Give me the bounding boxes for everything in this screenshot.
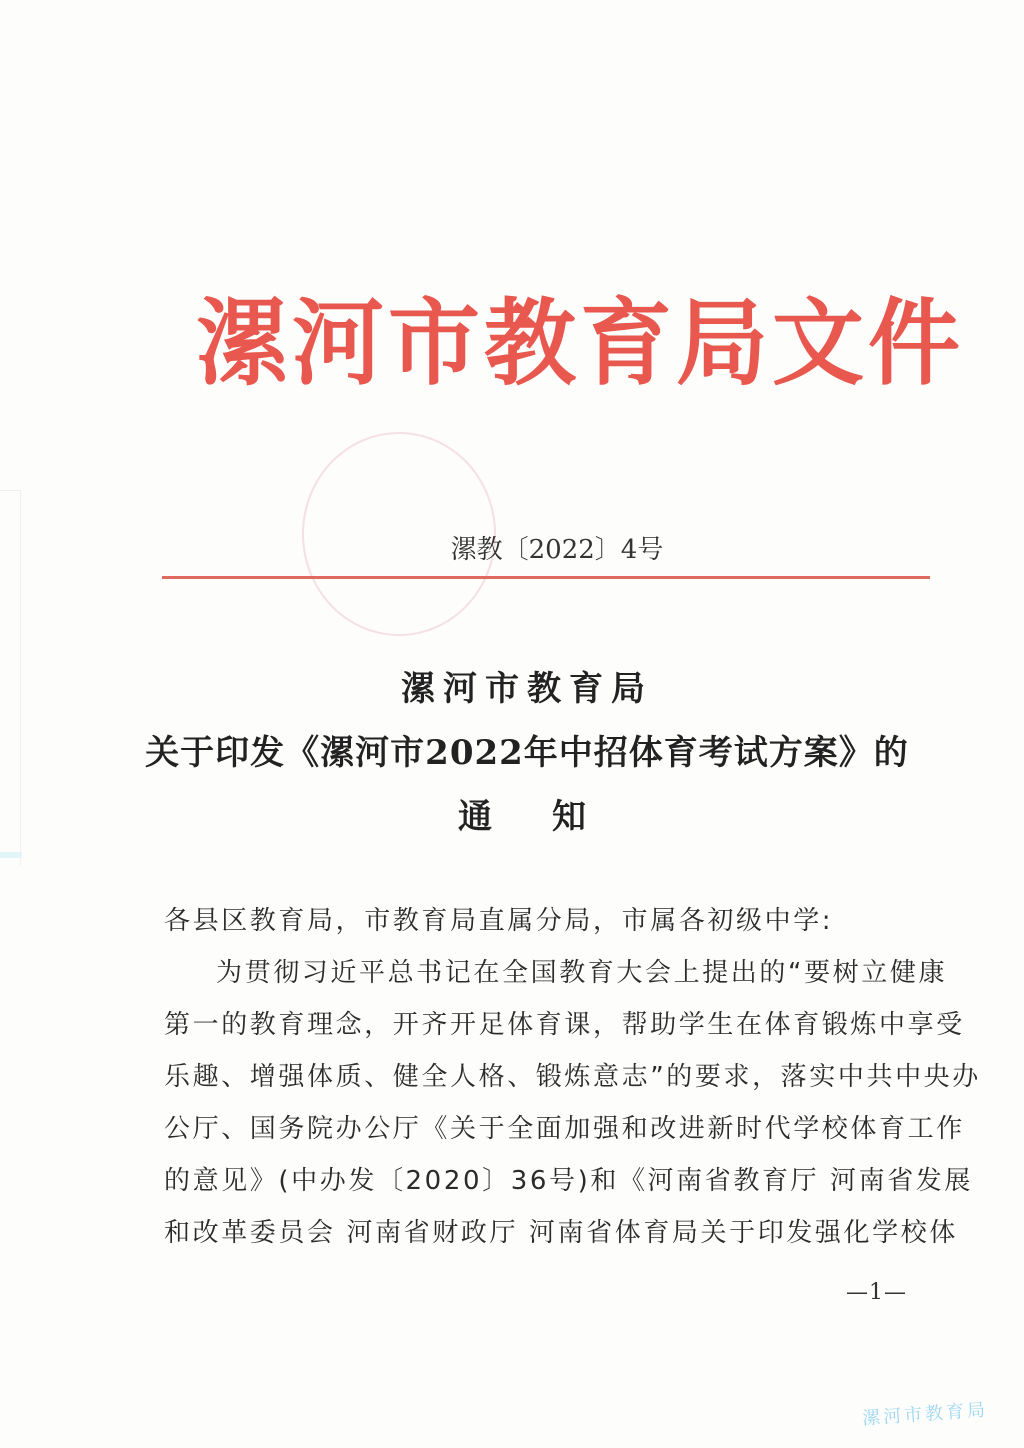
- handwritten-note: 漯河市教育局: [861, 1399, 989, 1430]
- body-paragraph: [164, 947, 981, 1259]
- body-line: 和改革委员会 河南省财政厅 河南省体育局关于印发强化学校体: [164, 1218, 958, 1248]
- body-line: 公厅、国务院办公厅《关于全面加强和改进新时代学校体育工作: [164, 1114, 965, 1144]
- title-line-subject: 关于印发《漯河市2022年中招体育考试方案》的: [145, 733, 909, 773]
- salutation-text: 各县区教育局，市教育局直属分局，市属各初级中学:: [164, 906, 834, 936]
- title-line-issuer: 漯河市教育局: [401, 669, 653, 709]
- body-line: 为贯彻习近平总书记在全国教育大会上提出的“要树立健康: [216, 958, 948, 988]
- body-line: 的意见》(中办发〔2020〕36号)和《河南省教育厅 河南省发展: [164, 1166, 974, 1196]
- body-line: 第一的教育理念，开齐开足体育课，帮助学生在体育锻炼中享受: [164, 1010, 965, 1040]
- red-divider-line: [162, 576, 930, 579]
- scan-edge-mark: [0, 852, 22, 858]
- body-line: 乐趣、增强体质、健全人格、锻炼意志”的要求，落实中共中央办: [164, 1062, 981, 1092]
- document-number: 漯教〔2022〕4号: [450, 535, 664, 565]
- masthead-title: 漯河市教育局文件: [196, 287, 965, 399]
- salutation: [164, 895, 934, 947]
- title-line-notice: 通知: [458, 797, 646, 837]
- page-number: —1—: [846, 1280, 907, 1305]
